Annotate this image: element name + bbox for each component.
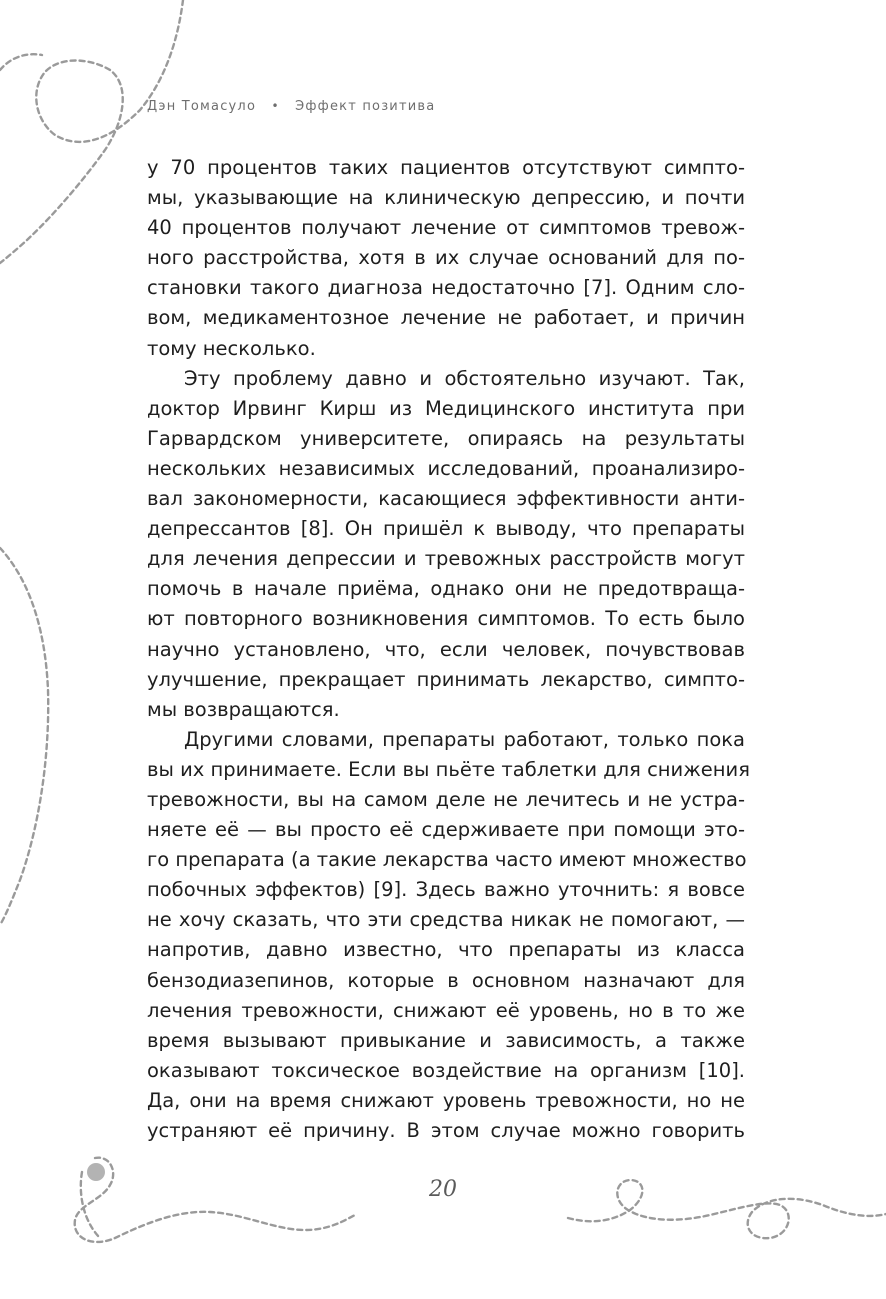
text-line: для лечения депрессии и тревожных расстройств могут <box>147 547 745 571</box>
left-edge-curve <box>0 548 48 925</box>
text-line: лечения тревожности, снижают её уровень, но в то же <box>147 998 745 1022</box>
text-line: го препарата (а такие лекарства часто имеют множество <box>147 848 747 872</box>
text-line: ют повторного возникновения симптомов. То есть было <box>147 607 745 631</box>
text-line: вом, медикаментозное лечение не работает, и причин <box>147 306 745 330</box>
header-book-title: Эффект позитива <box>295 99 436 114</box>
text-line: тому несколько. <box>147 336 316 360</box>
text-line: становки такого диагноза недостаточно [7]. Одним сло- <box>147 276 745 300</box>
text-line: мы, указывающие на клиническую депрессию, и почти <box>147 186 745 210</box>
text-line: вал закономерности, касающиеся эффективности анти- <box>147 487 745 511</box>
top-left-swirl-inner <box>0 54 42 70</box>
text-line: доктор Ирвинг Кирш из Медицинского института при <box>147 396 745 420</box>
text-line: время вызывают привыкание и зависимость, а также <box>147 1028 745 1052</box>
header-author: Дэн Томасуло <box>147 99 257 114</box>
text-line: помочь в начале приёма, однако они не предотвраща- <box>147 577 745 601</box>
body-text <box>147 153 750 1146</box>
text-line: улучшение, прекращает принимать лекарство, симпто- <box>147 667 745 691</box>
text-line: Да, они на время снижают уровень тревожности, но не <box>147 1088 745 1112</box>
text-line: напротив, давно известно, что препараты из класса <box>147 938 745 962</box>
running-header <box>147 99 435 114</box>
text-line: вы их принимаете. Если вы пьёте таблетки для снижения <box>147 757 750 781</box>
text-line: бензодиазепинов, которые в основном назначают для <box>147 968 745 992</box>
text-line: нескольких независимых исследований, проанализиро- <box>147 456 745 480</box>
text-line: побочных эффектов) [9]. Здесь важно уточнить: я вовсе <box>147 878 745 902</box>
page-number: 20 <box>429 1177 457 1202</box>
text-line: научно установлено, что, если человек, почувствовав <box>147 637 745 661</box>
text-line: Эту проблему давно и обстоятельно изучают. Так, <box>184 366 745 390</box>
text-line: у 70 процентов таких пациентов отсутствуют симпто- <box>147 156 745 179</box>
text-line: устраняют её причину. В этом случае можно говорить <box>147 1119 745 1142</box>
text-line: Другими словами, препараты работают, только пока <box>184 727 745 751</box>
text-line: не хочу сказать, что эти средства никак не помогают, — <box>147 908 745 932</box>
text-line: мы возвращаются. <box>147 697 340 721</box>
text-line: 40 процентов получают лечение от симптомов тревож- <box>147 216 745 240</box>
text-line: тревожности, вы на самом деле не лечитесь и не устра- <box>147 787 745 811</box>
text-line: ного расстройства, хотя в их случае оснований для по- <box>147 246 745 270</box>
text-line: няете её — вы просто её сдерживаете при помощи это- <box>147 818 745 842</box>
text-line: Гарвардском университете, опираясь на результаты <box>147 426 745 450</box>
text-line: оказывают токсическое воздействие на организм [10]. <box>147 1058 745 1082</box>
text-line: депрессантов [8]. Он пришёл к выводу, что препараты <box>147 517 745 541</box>
header-separator: • <box>271 99 280 113</box>
